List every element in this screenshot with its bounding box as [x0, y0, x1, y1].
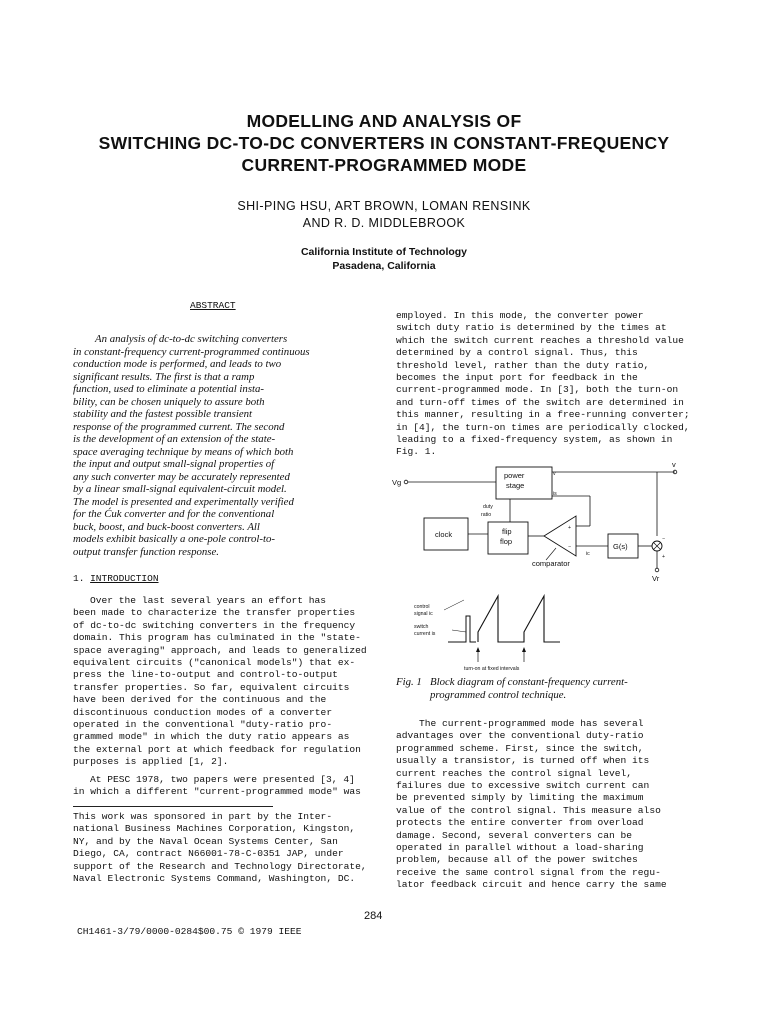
- text-line: function, used to eliminate a potential insta-: [73, 383, 265, 395]
- text-line: leading to a fixed-frequency system, as shown in: [396, 434, 673, 446]
- text-line: Diego, CA, contract N66001-78-C-0351 JAP, under: [73, 848, 344, 860]
- abstract-heading: ABSTRACT: [190, 300, 236, 311]
- text-line: be prevented simply by limiting the maximum: [396, 792, 644, 804]
- text-line: space averaging" approach, and leads to generalized: [73, 644, 367, 656]
- caption-line-1: Block diagram of constant-frequency current-: [430, 676, 628, 688]
- section-number: 1.: [73, 573, 85, 584]
- text-line: determined by a control signal. Thus, this: [396, 347, 638, 359]
- fig-label-vg: Vg: [392, 478, 402, 487]
- intro-paragraph-1: [73, 595, 367, 769]
- text-line: in which a different "current-programmed mode" was: [73, 786, 361, 798]
- fig-label-signal-ic: signal ic: [414, 611, 433, 617]
- figure-1-diagram: [390, 460, 680, 675]
- text-line: current reaches the control signal level,: [396, 767, 633, 779]
- comparator-triangle: [544, 516, 576, 556]
- fig-label-power: power: [504, 471, 525, 480]
- text-line: in [4], the turn-on times are periodically clocked,: [396, 421, 690, 433]
- fig-label-control: control: [414, 604, 430, 610]
- fig-label-current-is: current is: [414, 631, 436, 637]
- text-line: conduction mode is performed, and leads to two: [73, 358, 282, 370]
- vg-terminal: [404, 480, 408, 484]
- text-line: have been derived for the continuous and the: [73, 694, 327, 706]
- text-line: operated in the conventional "duty-ratio pro-: [73, 719, 333, 731]
- text-line: the external port at which feedback for regulation: [73, 743, 361, 755]
- text-line: current-programmed mode. In [3], both the turn-on: [396, 384, 679, 396]
- text-line: At PESC 1978, two papers were presented [3, 4]: [90, 774, 355, 785]
- text-line: of dc-to-dc switching converters in the frequency: [73, 619, 356, 631]
- text-line: Over the last several years an effort has: [90, 595, 327, 606]
- text-line: any such converter may be accurately represented: [73, 470, 290, 483]
- caption-label: Fig. 1: [396, 676, 422, 688]
- text-line: This work was sponsored in part by the Inter-: [73, 811, 333, 822]
- text-line: significant results. The first is that a ramp: [73, 370, 255, 383]
- fig-label-minus: −: [568, 544, 572, 550]
- text-line: been made to characterize the transfer properties: [73, 607, 356, 619]
- text-line: lator feedback circuit and hence carry the same: [396, 879, 667, 891]
- fig-label-flip: flip: [502, 527, 512, 536]
- text-line: domain. This program has culminated in the "state-: [73, 632, 361, 644]
- text-line: this manner, resulting in a free-running converter;: [396, 409, 690, 421]
- text-line: the input and output small-signal properties of: [73, 458, 275, 470]
- fig-label-sum-plus: +: [662, 554, 666, 560]
- text-line: receive the same control signal from the regu-: [396, 866, 661, 878]
- text-line: is the development of an extension of the state-: [73, 433, 276, 445]
- switch-current-waveform: [478, 596, 560, 642]
- section-heading: [73, 573, 159, 584]
- text-line: advantages over the conventional duty-ratio: [396, 730, 644, 742]
- abstract-body: [73, 333, 373, 558]
- fig-label-gs: G(s): [613, 542, 628, 551]
- authors-line-2: AND R. D. MIDDLEBROOK: [302, 216, 466, 230]
- text-line: space averaging technique by means of which both: [73, 445, 294, 458]
- text-line: discontinuous conduction modes of a converter: [73, 706, 333, 718]
- right-paragraph-2: [396, 718, 667, 892]
- text-line: national Business Machines Corporation, Kingston,: [73, 823, 356, 835]
- text-line: problem, because all of the power switches: [396, 854, 638, 866]
- text-line: usually a transistor, is turned off when its: [396, 755, 650, 767]
- fig-label-ratio: ratio: [481, 512, 492, 518]
- text-line: purposes is applied [1, 2].: [73, 756, 229, 768]
- text-line: operated in parallel without a load-sharing: [396, 842, 644, 854]
- paper-title: [40, 110, 728, 176]
- fig-label-vr: Vr: [652, 574, 660, 583]
- text-line: which the switch current reaches a threshold value: [396, 334, 684, 346]
- text-line: equivalent circuits ("canonical models") that ex-: [73, 657, 356, 669]
- text-line: failures due to excessive switch current can: [396, 780, 650, 792]
- control-pointer: [444, 600, 464, 610]
- text-line: Fig. 1.: [396, 446, 437, 458]
- text-line: support of the Research and Technology Directorate,: [73, 860, 367, 872]
- footnote-rule: [73, 806, 273, 807]
- affiliation: [40, 245, 728, 273]
- section-title: INTRODUCTION: [90, 573, 159, 584]
- text-line: The current-programmed mode has several: [419, 718, 644, 729]
- waveform-pre: [448, 616, 474, 642]
- text-line: switch duty ratio is determined by the times at: [396, 322, 667, 334]
- fig-label-plus: +: [568, 525, 572, 531]
- fig-label-switch: switch: [414, 624, 429, 630]
- text-line: threshold level, rather than the duty ratio,: [396, 359, 650, 371]
- text-line: employed. In this mode, the converter power: [396, 310, 644, 321]
- right-paragraph-1: [396, 310, 690, 459]
- fig-label-flop: flop: [500, 537, 513, 546]
- text-line: grammed mode" in which the duty ratio appears as: [73, 731, 350, 743]
- text-line: programmed scheme. First, since the switch,: [396, 742, 644, 754]
- text-line: NY, and by the Naval Ocean Systems Center, San: [73, 835, 338, 847]
- text-line: by a linear small-signal equivalent-circuit model.: [73, 483, 287, 495]
- fig-label-stage: stage: [506, 481, 525, 490]
- authors: [40, 198, 728, 232]
- switch-pointer: [452, 630, 466, 632]
- text-line: press the line-to-output and control-to-output: [73, 669, 338, 681]
- text-line: protects the entire converter from overload: [396, 817, 644, 829]
- text-line: An analysis of dc-to-dc switching converters: [95, 333, 288, 345]
- text-line: and turn-off times of the switch are determined in: [396, 396, 684, 408]
- fig-label-v-right: v: [672, 460, 676, 469]
- figure-caption: [396, 676, 628, 701]
- fig-label-is: is: [553, 491, 557, 497]
- text-line: models exhibit basically a one-pole control-to-: [73, 533, 275, 545]
- fig-label-v-top: v: [553, 471, 556, 477]
- footnote: [73, 811, 367, 885]
- fig-label-clock: clock: [435, 530, 453, 539]
- text-line: damage. Second, several converters can be: [396, 829, 633, 841]
- text-line: bility, can be chosen uniquely to assure both: [73, 395, 265, 408]
- text-line: transfer properties. So far, equivalent circuits: [73, 681, 350, 693]
- location: Pasadena, California: [332, 260, 436, 272]
- text-line: The model is presented and experimentally verified: [73, 495, 294, 508]
- copyright-line: CH1461-3/79/0000-0284$00.75 © 1979 IEEE: [77, 926, 302, 937]
- fig-label-turn-on: turn-on at fixed intervals: [464, 666, 520, 672]
- page-number: 284: [364, 910, 383, 922]
- fig-label-duty: duty: [483, 504, 493, 510]
- text-line: in constant-frequency current-programmed continuous: [73, 345, 310, 358]
- text-line: Naval Electronic Systems Command, Washington, DC.: [73, 873, 356, 885]
- text-line: response of the programmed current. The second: [73, 420, 285, 433]
- turn-on-arrowhead-1: [476, 647, 480, 652]
- intro-paragraph-2: [73, 774, 361, 799]
- vr-terminal: [655, 568, 659, 572]
- fig-label-sum-minus: −: [662, 536, 666, 542]
- caption-line-2: programmed control technique.: [430, 688, 567, 701]
- text-line: buck, boost, and buck-boost converters. All: [73, 520, 260, 533]
- text-line: stability and the fastest possible transient: [73, 408, 253, 420]
- text-line: value of the control signal. This measure also: [396, 804, 661, 816]
- title-line-2: SWITCHING DC-TO-DC CONVERTERS IN CONSTANT-FREQUENCY: [98, 133, 670, 153]
- text-line: output transfer function response.: [73, 545, 219, 558]
- text-line: for the Ćuk converter and for the conventional: [73, 508, 275, 520]
- authors-line-1: SHI-PING HSU, ART BROWN, LOMAN RENSINK: [237, 199, 531, 213]
- turn-on-arrowhead-2: [522, 647, 526, 652]
- title-line-1: MODELLING AND ANALYSIS OF: [246, 111, 522, 131]
- title-line-3: CURRENT-PROGRAMMED MODE: [241, 155, 527, 175]
- text-line: becomes the input port for feedback in the: [396, 372, 638, 384]
- fig-label-comparator: comparator: [532, 559, 570, 568]
- institution: California Institute of Technology: [300, 246, 468, 258]
- fig-label-ic: ic: [586, 551, 590, 557]
